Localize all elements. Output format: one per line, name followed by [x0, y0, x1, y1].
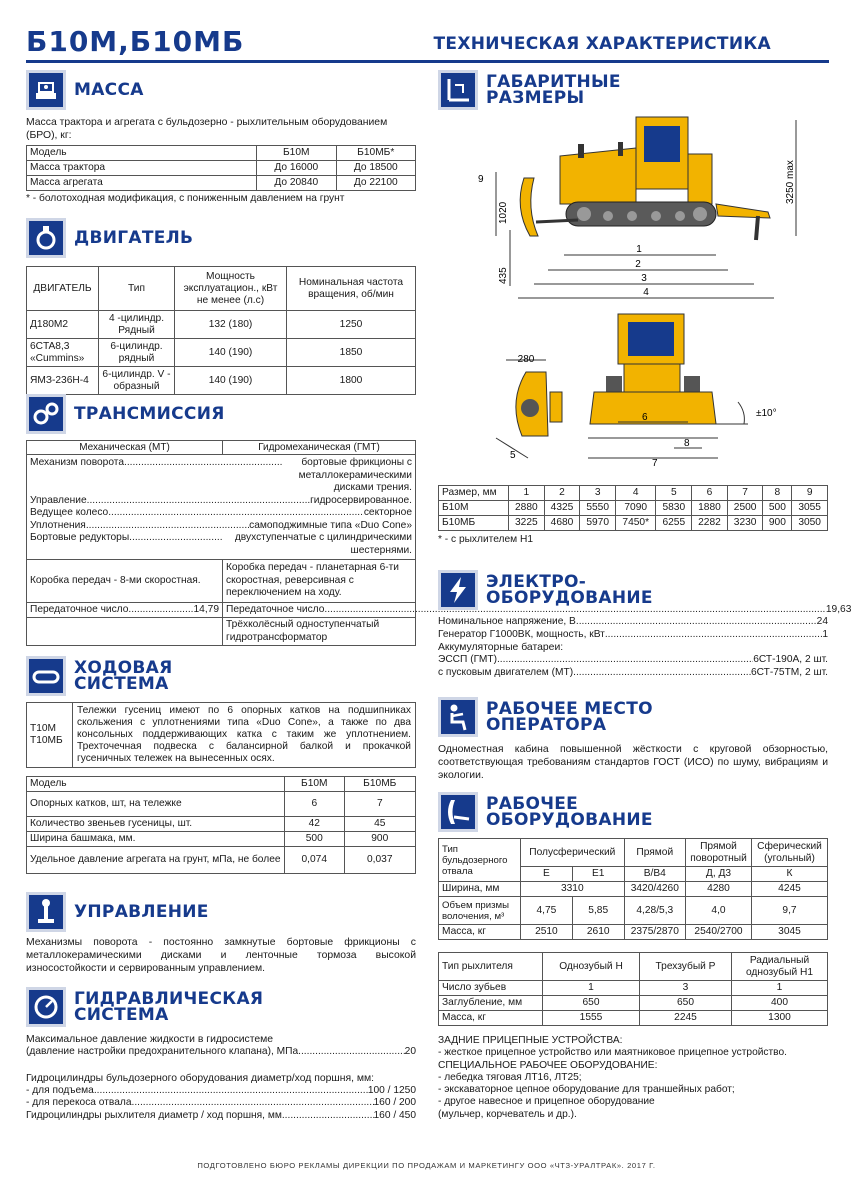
mass-intro: Масса трактора и агрегата с бульдозерно - рыхлительным оборудованием (БРО), кг: — [26, 117, 388, 141]
mass-section — [26, 70, 416, 204]
table-row: Заглубление, мм 650 650 400 — [439, 996, 828, 1011]
dim-label-1020: 1020 — [498, 201, 509, 224]
lightning-icon — [438, 570, 478, 610]
table-header-cell: Б10М — [257, 146, 337, 161]
operator-text: Одноместная кабина повышенной жёсткости с круговой обзорностью, соответствующая требованиям стандартов ГОСТ (ИСО) по шуму, вибрациям и экологии. — [438, 744, 828, 781]
table-header-cell: 9 — [792, 486, 828, 501]
table-row: 6CTA8,3 «Cummins» 6-цилиндр. рядный 140 (190) 1850 — [27, 339, 416, 367]
footer: ПОДГОТОВЛЕНО БЮРО РЕКЛАМЫ ДИРЕКЦИИ ПО ПРОДАЖАМ И МАРКЕТИНГУ ООО «ЧТЗ-УРАЛТРАК». 2017 Г. — [197, 1161, 656, 1170]
table-cell: 4680 — [544, 516, 580, 531]
section-title: ЭЛЕКТРО- ОБОРУДОВАНИЕ — [486, 572, 653, 608]
table-cell: Б10МБ — [439, 516, 509, 531]
operator-section — [438, 697, 828, 782]
table-row: Масса агрегата До 20840 До 22100 — [27, 176, 416, 191]
bulldozer-side-view — [438, 112, 828, 312]
table-cell: 7090 — [616, 501, 656, 516]
table-cell: 2880 — [509, 501, 545, 516]
section-title: ГИДРАВЛИЧЕСКАЯ СИСТЕМА — [74, 989, 264, 1025]
table-cell: 6255 — [656, 516, 692, 531]
dimensions-table-wrap — [438, 485, 828, 545]
table-row: Число зубьев 1 3 1 — [439, 981, 828, 996]
section-title: ГАБАРИТНЫЕ РАЗМЕРЫ — [486, 72, 621, 108]
dim-label-2: 2 — [635, 259, 641, 270]
dimensions-section — [438, 70, 828, 116]
transmission-box: Механическая (МТ) Гидромеханическая (ГМТ) Механизм поворота ..... бортовые фрикционы с металлокерамическими дисками трения. Управление ..... гидросервированное. Ведущее колесо ..... секторное Уплотнения ..... самоподжимные типа «Duo Cone» Бортовые редукторы ..... двухступенчатые с цилиндрическими шестернями. Коробка передач - 8-ми скоростная. Коробка передач - планетарная 6-ти скоростная, реверсивная с переключением на ходу. Передаточное число ..... 14,79 Передаточное число ..... 19,63 Трёхколёсный одноступенчатый гидротрансформатор — [26, 440, 416, 646]
ripper-table: Тип рыхлителя Однозубый Н Трехзубый Р Радиальный однозубый Н1 Число зубьев 1 3 1 Заглубление, мм 650 650 400 Масса, кг 1555 2245 1300 — [438, 952, 828, 1026]
table-header-cell: 4 — [616, 486, 656, 501]
dim-label-1: 1 — [636, 244, 642, 255]
blade-table: Тип бульдозерного отвала Полусферический Прямой Прямой поворотный Сферический (угольный) Е Е1 В/В4 Д, Д3 К Ширина, мм 3310 3420/4260 4280 4245 Объем призмы волочения, м³ 4,75 5,85 4,28/5,3 4,0 9,7 Масса, кг 2510 2610 2375/2870 2540/2700 3045 — [438, 838, 828, 940]
table-row: Ширина, мм 3310 3420/4260 4280 4245 — [439, 882, 828, 897]
table-header-cell: 8 — [763, 486, 792, 501]
header-rule — [26, 60, 829, 63]
table-cell: Б10М — [439, 501, 509, 516]
table-cell: 5550 — [580, 501, 616, 516]
work-equipment-section — [438, 792, 828, 1121]
table-header-cell: 7 — [727, 486, 763, 501]
table-cell: 2500 — [727, 501, 763, 516]
table-row: Масса, кг 2510 2610 2375/2870 2540/2700 3045 — [439, 925, 828, 940]
table-row: Масса, кг 1555 2245 1300 — [439, 1011, 828, 1026]
table-row: Количество звеньев гусеницы, шт. 42 45 — [27, 817, 416, 832]
table-header-cell: 6 — [692, 486, 728, 501]
angle-label: ±10° — [756, 408, 777, 419]
dim-label-3: 3 — [641, 273, 647, 284]
table-row: Удельное давление агрегата на грунт, мПа, не более 0,074 0,037 — [27, 847, 416, 874]
section-title: ДВИГАТЕЛЬ — [74, 228, 194, 248]
section-title: УПРАВЛЕНИЕ — [74, 902, 209, 922]
table-row: Объем призмы волочения, м³ 4,75 5,85 4,28/5,3 4,0 9,7 — [439, 897, 828, 925]
table-cell: 1880 — [692, 501, 728, 516]
extra-equipment: ЗАДНИЕ ПРИЦЕПНЫЕ УСТРОЙСТВА: - жесткое прицепное устройство или маятниковое прицепное устройство. СПЕЦИАЛЬНОЕ РАБОЧЕЕ ОБОРУДОВАНИЕ: - лебедка тяговая ЛТ16, ЛТ25; - экскаваторное цепное оборудование для траншейных работ; - другое навесное и прицепное оборудование (мульчер, корчеватель и др.). — [438, 1035, 787, 1120]
table-header-cell: Модель — [27, 146, 257, 161]
blade-icon — [438, 792, 478, 832]
table-row: Д180М2 4 -цилиндр. Рядный 132 (180) 1250 — [27, 311, 416, 339]
section-title: МАССА — [74, 80, 144, 100]
scale-icon — [26, 70, 66, 110]
table-header-cell: 2 — [544, 486, 580, 501]
table-row: ЯМЗ-236Н-4 6-цилиндр. V - образный 140 (190) 1800 — [27, 367, 416, 395]
undercarriage-table: Модель Б10М Б10МБ Опорных катков, шт, на тележке 6 7 Количество звеньев гусеницы, шт. 42 45 Ширина башмака, мм. 500 900 Удельное давление агрегата на грунт, мПа, не более 0,074 0,037 — [26, 776, 416, 874]
table-row — [439, 501, 828, 516]
electrical-text: Номинальное напряжение, В ..... 24 Генератор Г1000ВК, мощность, кВт ..... 1 Аккумуляторные батареи: ЭССП (ГМТ) ..... 6СТ-190А, 2 шт. с пусковым двигателем (МТ) ..... 6СТ-75ТМ, 2 шт. — [438, 616, 828, 679]
electrical-section — [438, 570, 828, 679]
dim-label-4: 4 — [643, 287, 649, 298]
table-cell: 3225 — [509, 516, 545, 531]
table-cell: 900 — [763, 516, 792, 531]
mass-note: * - болотоходная модификация, с пониженным давлением на грунт — [26, 193, 345, 204]
engine-icon — [26, 218, 66, 258]
section-title: ТРАНСМИССИЯ — [74, 404, 225, 424]
engine-section — [26, 218, 416, 395]
hydraulics-section — [26, 987, 416, 1122]
bulldozer-front-view — [438, 312, 828, 482]
hydraulics-text: Максимальное давление жидкости в гидросистеме (давление настройки предохранительного клапана), МПа ..... 20 Гидроцилиндры бульдозерного оборудования диаметр/ход поршня, мм: - для подъема ..... 100 / 1250 - для перекоса отвала ..... 160 / 200 Гидроцилиндры рыхлителя диаметр / ход поршня, мм ..... 160 / 450 — [26, 1033, 416, 1122]
mass-table — [26, 145, 416, 191]
dim-label-3250: 3250 max — [785, 160, 796, 204]
operator-seat-icon — [438, 697, 478, 737]
dim-label-435: 435 — [498, 267, 509, 284]
dimensions-icon — [438, 70, 478, 110]
dimensions-table — [438, 485, 828, 531]
undercarriage-section — [26, 656, 416, 874]
section-title: РАБОЧЕЕ ОБОРУДОВАНИЕ — [486, 794, 653, 830]
dim-label-280: 280 — [517, 354, 535, 365]
table-cell: 4325 — [544, 501, 580, 516]
table-row: Ширина башмака, мм. 500 900 — [27, 832, 416, 847]
dimensions-note: * - с рыхлителем Н1 — [438, 534, 534, 545]
dim-label-5: 5 — [510, 450, 516, 461]
table-cell: 3230 — [727, 516, 763, 531]
dim-label-7: 7 — [652, 458, 658, 469]
table-cell: 3055 — [792, 501, 828, 516]
control-section — [26, 892, 416, 975]
table-row: Масса трактора До 16000 До 18500 — [27, 161, 416, 176]
page-title: Б10М,Б10МБ — [26, 25, 245, 58]
undercarriage-desc: Т10М Т10МБ Тележки гусениц имеют по 6 опорных катков на подшипниках скольжения с уплотнениями типа «Duo Cone», а также по два консольных поддерживающих катка с таким же уплотнением. Трехточечная подвеска с балансирной балкой и прокачкой гусеничных тележек на вынесенных осях. — [26, 702, 416, 768]
table-header-cell: 5 — [656, 486, 692, 501]
table-row: Опорных катков, шт, на тележке 6 7 — [27, 792, 416, 817]
page-subtitle: ТЕХНИЧЕСКАЯ ХАРАКТЕРИСТИКА — [433, 34, 771, 54]
track-icon — [26, 656, 66, 696]
table-cell: 500 — [763, 501, 792, 516]
table-header-cell: 3 — [580, 486, 616, 501]
table-cell: 5830 — [656, 501, 692, 516]
table-row — [439, 516, 828, 531]
dim-label-9: 9 — [478, 174, 484, 185]
table-cell: 7450* — [616, 516, 656, 531]
dim-label-6: 6 — [642, 412, 648, 423]
table-cell: 2282 — [692, 516, 728, 531]
engine-table: ДВИГАТЕЛЬ Тип Мощность эксплуатацион., кВт не менее (л.с) Номинальная частота вращения, об/мин Д180М2 4 -цилиндр. Рядный 132 (180) 1250 6CTA8,3 «Cummins» 6-цилиндр. рядный 140 (190) 1850 ЯМЗ-236Н-4 6-цилиндр. V - образный 140 (190) 1800 — [26, 266, 416, 395]
table-cell: 5970 — [580, 516, 616, 531]
table-cell: 3050 — [792, 516, 828, 531]
section-title: ХОДОВАЯ СИСТЕМА — [74, 658, 173, 694]
dim-label-8: 8 — [684, 438, 690, 449]
joystick-icon — [26, 892, 66, 932]
gears-icon — [26, 394, 66, 434]
gauge-icon — [26, 987, 66, 1027]
table-header-cell: 1 — [509, 486, 545, 501]
section-title: РАБОЧЕЕ МЕСТО ОПЕРАТОРА — [486, 699, 653, 735]
control-text: Механизмы поворота - постоянно замкнутые бортовые фрикционы с металлокерамическими дисками и ленточные тормоза высокой износостойкости и сервированным управлением. — [26, 937, 416, 974]
table-header-cell: Размер, мм — [439, 486, 509, 501]
table-header-cell: Б10МБ* — [336, 146, 416, 161]
